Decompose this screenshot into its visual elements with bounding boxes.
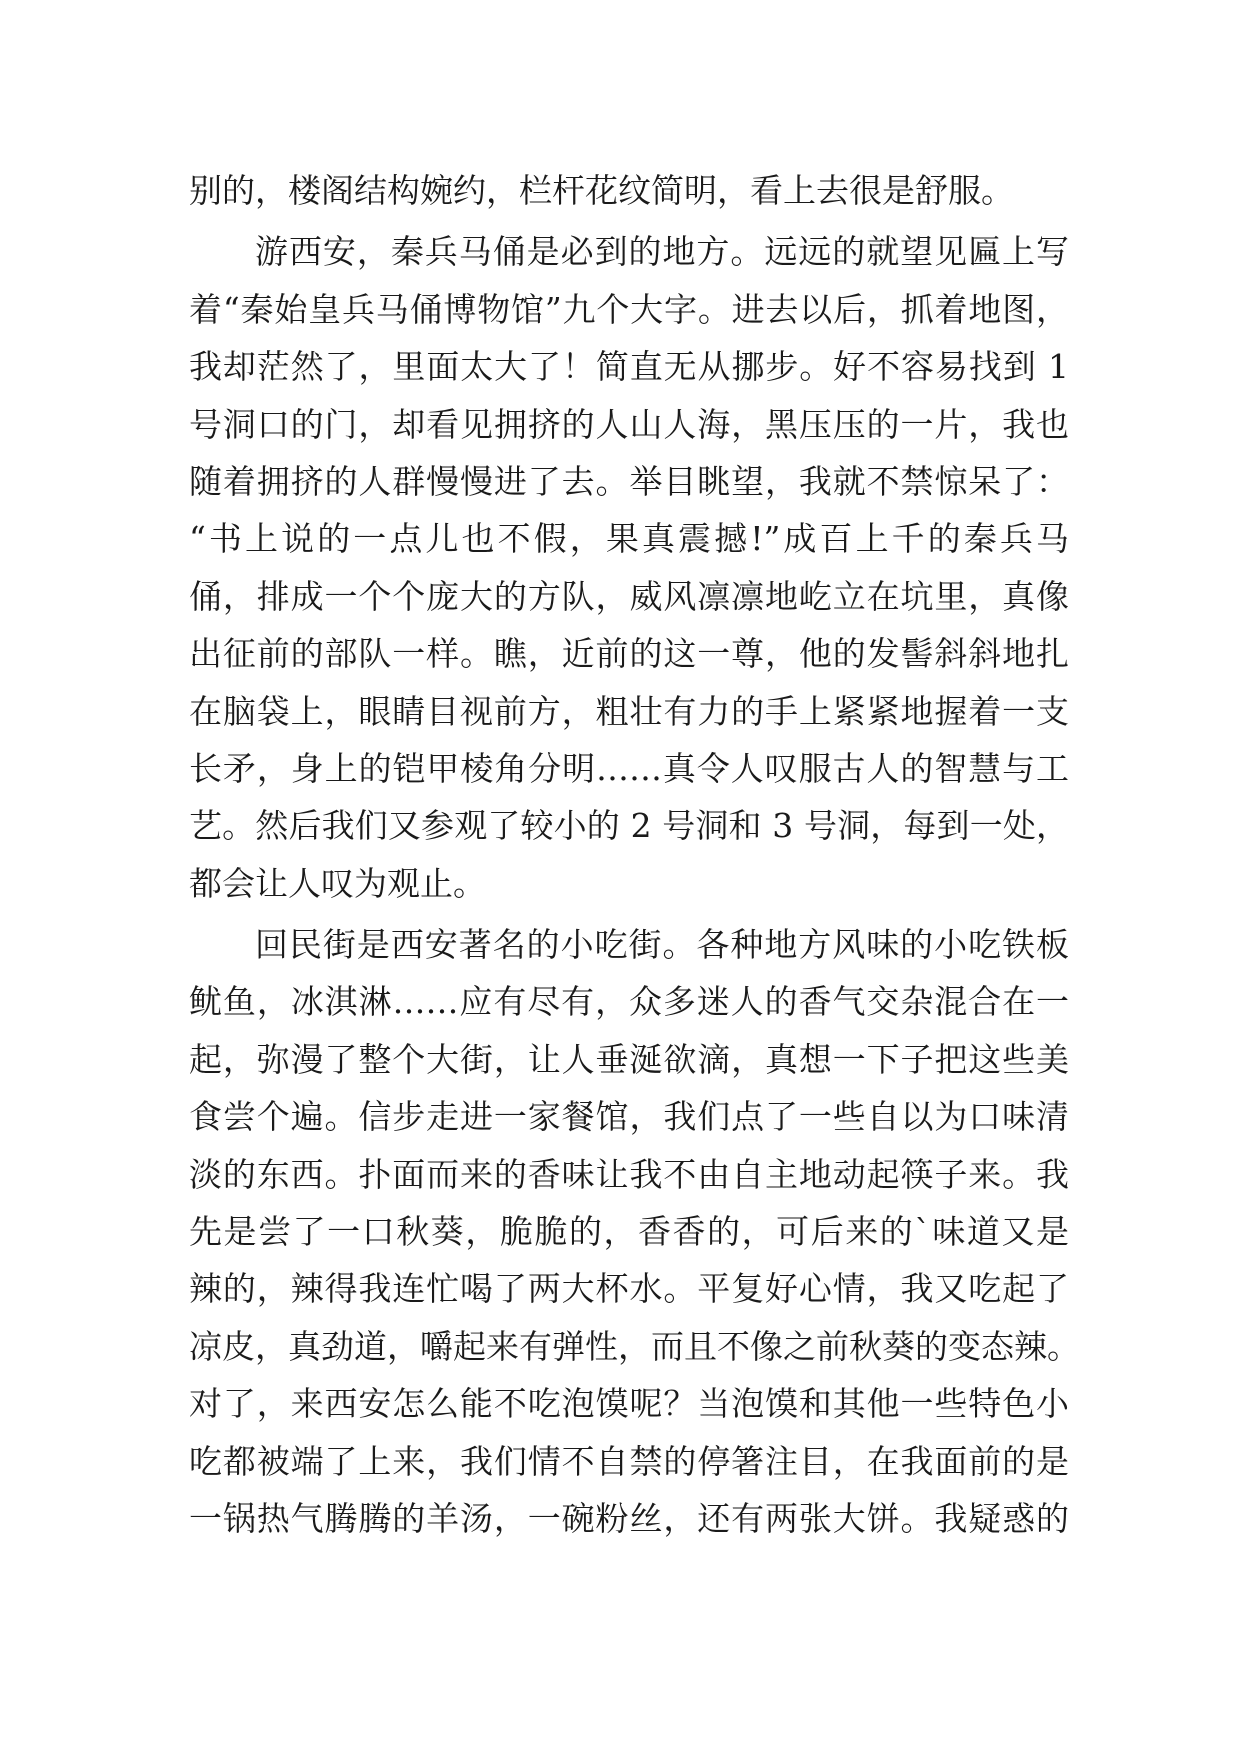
text-line: 别的，楼阁结构婉约，栏杆花纹简明，看上去很是舒服。: [189, 171, 1014, 210]
text-line: 吃都被端了上来，我们情不自禁的停箸注目，在我面前的是: [189, 1441, 1069, 1481]
paragraph: [189, 162, 1069, 219]
text-line: 对了，来西安怎么能不吃泡馍呢？当泡馍和其他一些特色小: [189, 1384, 1069, 1424]
text-line: 都会让人叹为观止。: [189, 863, 486, 903]
text-line: 随着拥挤的人群慢慢进了去。举目眺望，我就不禁惊呆了：: [189, 461, 1069, 501]
text-line: 起，弥漫了整个大街，让人垂涎欲滴，真想一下子把这些美: [189, 1039, 1069, 1079]
text-line: 出征前的部队一样。瞧，近前的这一尊，他的发髻斜斜地扎: [189, 634, 1069, 674]
text-line: 艺。然后我们又参观了较小的 2 号洞和 3 号洞，每到一处，: [189, 806, 1069, 846]
paragraph: [189, 916, 1080, 1547]
text-line: 食尝个遍。信步走进一家餐馆，我们点了一些自以为口味清: [189, 1097, 1069, 1137]
text-line: 长矛，身上的铠甲棱角分明……真令人叹服古人的智慧与工: [189, 748, 1069, 788]
text-line: 先是尝了一口秋葵，脆脆的，香香的，可后来的`味道又是: [189, 1212, 1069, 1252]
text-line: 回民街是西安著名的小吃街。各种地方风味的小吃铁板: [255, 925, 1069, 965]
text-line: 游西安，秦兵马俑是必到的地方。远远的就望见匾上写: [255, 232, 1069, 272]
text-line: 鱿鱼，冰淇淋……应有尽有，众多迷人的香气交杂混合在一: [189, 982, 1069, 1022]
paragraph: [189, 223, 1069, 912]
text-line: 凉皮，真劲道，嚼起来有弹性，而且不像之前秋葵的变态辣。: [189, 1326, 1080, 1366]
body-text: [189, 162, 1080, 1547]
text-line: 我却茫然了，里面太大了！简直无从挪步。好不容易找到 1: [189, 347, 1069, 387]
text-line: 一锅热气腾腾的羊汤，一碗粉丝，还有两张大饼。我疑惑的: [189, 1498, 1069, 1538]
text-line: 辣的，辣得我连忙喝了两大杯水。平复好心情，我又吃起了: [189, 1269, 1069, 1309]
text-line: 在脑袋上，眼睛目视前方，粗壮有力的手上紧紧地握着一支: [189, 691, 1069, 731]
text-line: “书上说的一点儿也不假，果真震撼!”成百上千的秦兵马: [189, 519, 1069, 559]
text-line: 淡的东西。扑面而来的香味让我不由自主地动起筷子来。我: [189, 1154, 1069, 1194]
text-line: 号洞口的门，却看见拥挤的人山人海，黑压压的一片，我也: [189, 404, 1069, 444]
text-line: 俑，排成一个个庞大的方队，威风凛凛地屹立在坑里，真像: [189, 576, 1069, 616]
text-line: 着“秦始皇兵马俑博物馆”九个大字。进去以后，抓着地图，: [189, 289, 1069, 329]
